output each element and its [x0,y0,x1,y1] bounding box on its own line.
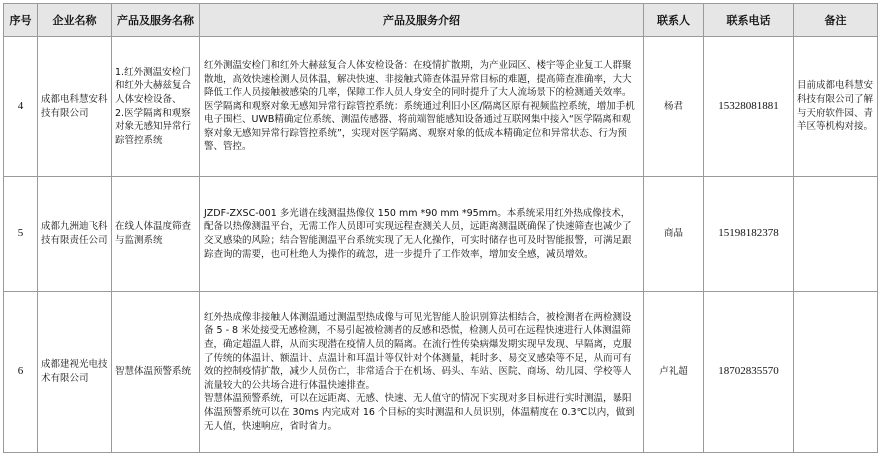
table-row [4,37,878,177]
intro-paragraph: 医学隔离和观察对象无感知异常行踪管控系统：系统通过利旧小区/隔离区原有视频监控系统，增加手机电子围栏、UWB精确定位系统、测温传感器、将前端智能感知设备通过互联网集中接入“医学隔离和观察对象无感知异常行踪管控系统”，实现对医学隔离、观察对象的低成本精确定位和异常状态、行为预警、管控。 [204,100,635,153]
row-index: 5 [4,177,38,292]
product-item: 智慧体温预警系统 [115,366,192,378]
row-index: 6 [4,292,38,453]
contact-person: 杨君 [644,37,704,177]
phone-number: 15198182378 [704,177,794,292]
company-name: 成都建视光电技术有限公司 [38,292,112,453]
product-item: 2.医学隔离和观察对象无感知异常行踪管控系统 [115,107,192,146]
header-notes: 备注 [794,4,878,37]
table-row [4,177,878,292]
product-intro [200,177,644,292]
phone-number: 15328081881 [704,37,794,177]
contact-person: 商晶 [644,177,704,292]
intro-paragraph: 红外测温安检门和红外大赫兹复合人体安检设备：在疫情扩散期，为产业园区、楼宇等企业复工人群聚散地，高效快速检测人员体温，解决快速、非接触式筛查体温异常目标的难题，提高筛查准确率，大大降低工作人员接触被感染的几率，保障工作人员人身安全的同时提升了大人流场景下的检测通关效率。 [204,59,632,99]
product-names [112,292,200,453]
product-item: 1.红外测温安检门和红外大赫兹复合人体安检设备、 [115,66,192,105]
intro-paragraph: JZDF-ZXSC-001 多光谱在线测温热像仪 150 mm *90 mm *95mm。本系统采用红外热成像技术，配备以热像测温平台，无需工作人员即可实现远程查测关人员，远距离测温既确保了快速筛查也减少了交叉感染的风险；结合智能测温平台系统实现了无人化操作，可实时储存也可及时智能报警，可满足跟踪查询的需要，也可杜绝人为操作的疏忽，进一步提升了工作效率，增加安全感，减员增效。 [204,207,632,260]
company-name: 成都九洲迪飞科技有限责任公司 [38,177,112,292]
row-index: 4 [4,37,38,177]
contact-person: 卢礼超 [644,292,704,453]
product-intro [200,292,644,453]
product-names [112,37,200,177]
header-row [4,4,878,37]
phone-number: 18702835570 [704,292,794,453]
header-products: 产品及服务名称 [112,4,200,37]
product-item: 在线人体温度筛查与监测系统 [115,221,192,246]
header-contact: 联系人 [644,4,704,37]
notes-cell: 目前成都电科慧安科技有限公司了解与天府软件园、青羊区等机构对接。 [794,37,878,177]
header-company: 企业名称 [38,4,112,37]
notes-cell [794,292,878,453]
enterprise-table [3,3,878,453]
header-phone: 联系电话 [704,4,794,37]
company-name: 成都电科慧安科技有限公司 [38,37,112,177]
table-row [4,292,878,453]
header-index: 序号 [4,4,38,37]
intro-paragraph: 智慧体温预警系统，可以在远距离、无感、快速、无人值守的情况下实现对多目标进行实时测温，暴阳体温预警系统可以在 30ms 内完成对 16 个目标的实时测温和人员识别，体温精度在 0.3℃以内，做到无人值，快速响应，省时省力。 [204,393,635,432]
product-intro [200,37,644,177]
product-names [112,177,200,292]
intro-paragraph: 红外热成像非接触人体测温通过测温型热成像与可见光智能人脸识别算法相结合，被检测者在两检测设备 5 - 8 米处接受无感检测，不易引起被检测者的反感和恐慌，检测人员可在远程快速进行人体测温筛查，确定超温人群，从而实现潜在疫情人员的隔离。在流行性传染病爆发期实现早发现、早隔离，克服了传统的体温计、额温计、点温计和耳温计等仅针对个体测量，耗时多、易交叉感染等不足，从而可有效的控制疫情扩散，减少人员伤亡，非常适合于在机场、码头、车站、医院、商场、幼儿园、学校等人流量较大的公共场合进行体温快速排查。 [204,311,632,391]
header-intro: 产品及服务介绍 [200,4,644,37]
notes-cell [794,177,878,292]
